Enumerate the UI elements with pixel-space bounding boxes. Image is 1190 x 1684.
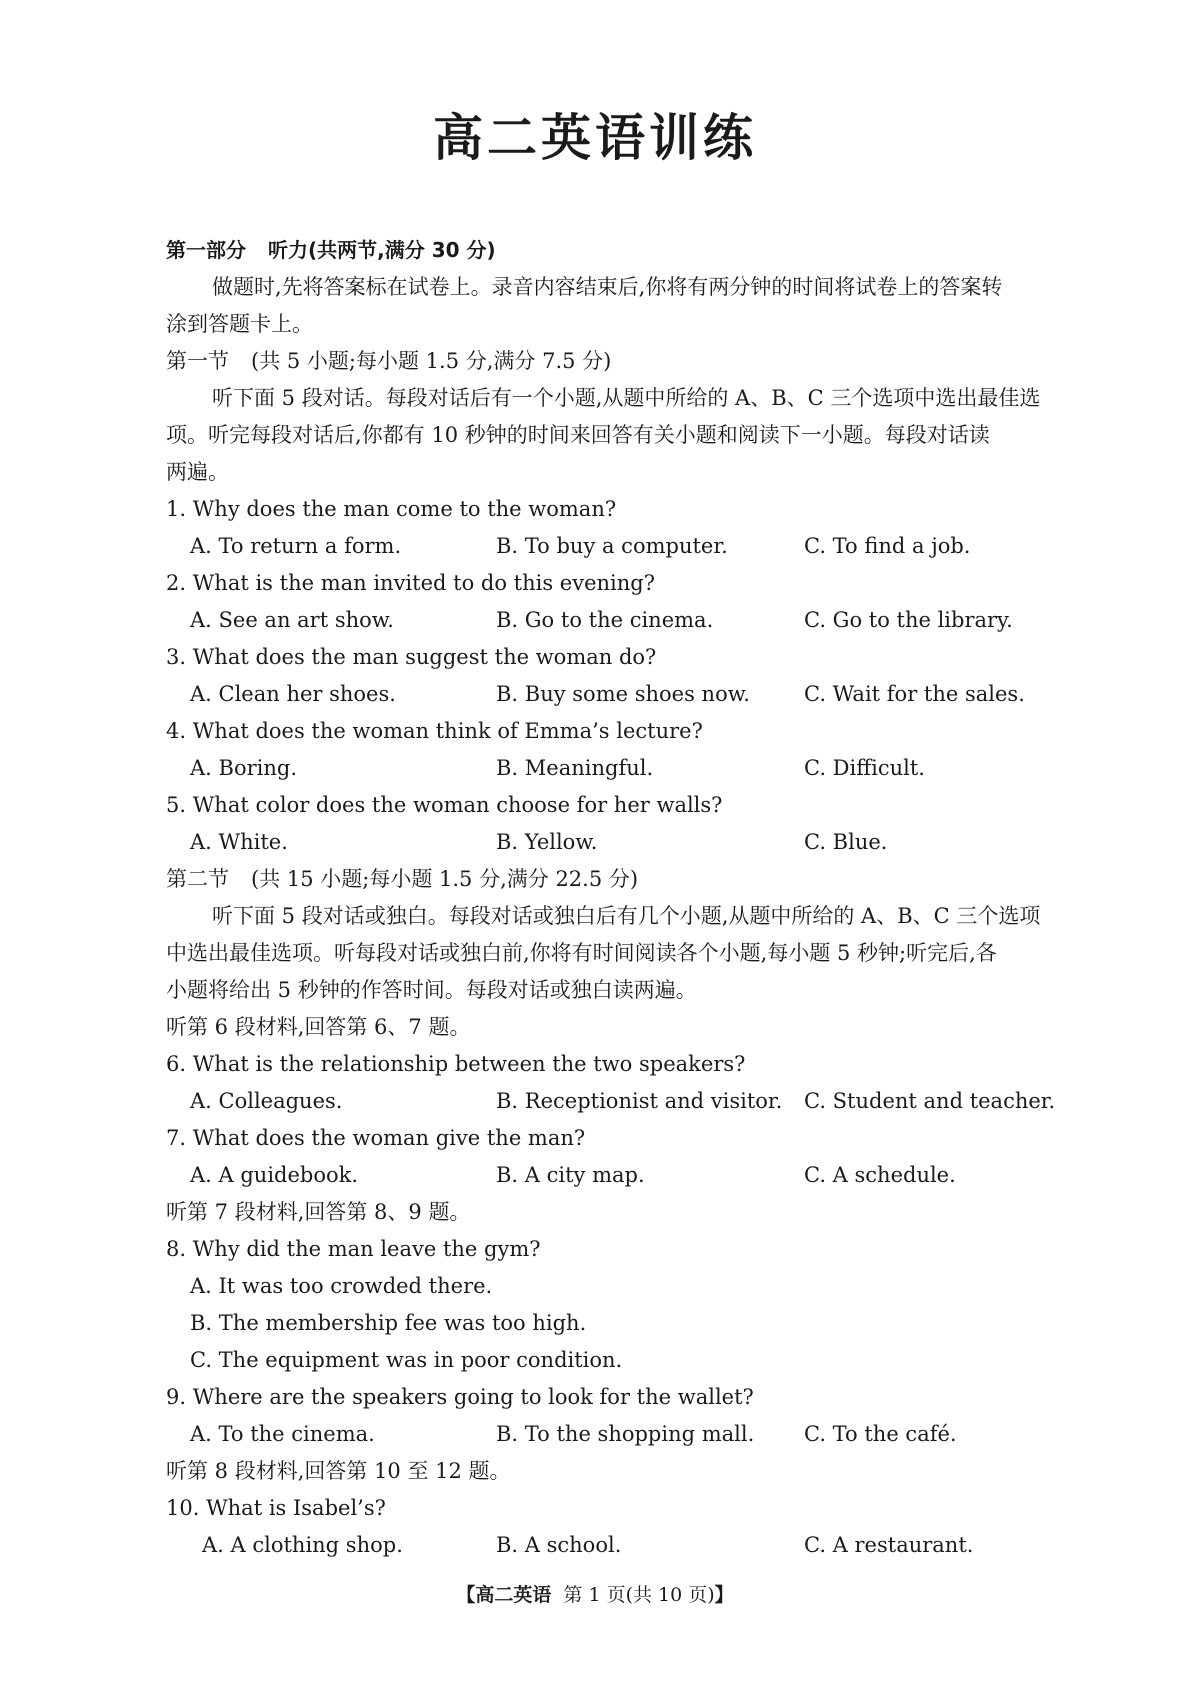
material-heading: 听第 6 段材料,回答第 6、7 题。	[166, 1015, 471, 1039]
option-c: C. Go to the library.	[804, 608, 1013, 632]
option-a: A. Clean her shoes.	[190, 682, 396, 706]
instruction-line: 小题将给出 5 秒钟的作答时间。每段对话或独白读两遍。	[166, 978, 697, 1002]
section-label: 第二节	[166, 867, 229, 891]
option-c: C. The equipment was in poor condition.	[190, 1348, 623, 1372]
option-row	[166, 676, 1086, 713]
footer-subject: 高二英语	[475, 1584, 552, 1606]
option-c: C. Difficult.	[804, 756, 925, 780]
part-title: 听力(共两节,满分 30 分)	[268, 238, 496, 262]
question-stem: 4. What does the woman think of Emma’s lecture?	[166, 719, 703, 743]
option-a: A. To the cinema.	[190, 1422, 375, 1446]
option-row	[166, 1083, 1086, 1120]
material-heading: 听第 7 段材料,回答第 8、9 题。	[166, 1200, 471, 1224]
option-c: C. To the café.	[804, 1422, 957, 1446]
option-b: B. Buy some shoes now.	[496, 682, 750, 706]
option-a: A. It was too crowded there.	[190, 1274, 493, 1298]
option-a: A. To return a form.	[190, 534, 402, 558]
option-b: B. To the shopping mall.	[496, 1422, 755, 1446]
option-row	[166, 824, 1086, 861]
question-stem: 2. What is the man invited to do this evening?	[166, 571, 655, 595]
option-a: A. See an art show.	[190, 608, 394, 632]
instruction-line: 项。听完每段对话后,你都有 10 秒钟的时间来回答有关小题和阅读下一小题。每段对话读	[166, 423, 990, 447]
instruction-line: 听下面 5 段对话。每段对话后有一个小题,从题中所给的 A、B、C 三个选项中选出最佳选	[212, 386, 1041, 410]
page-title: 高二英语训练	[433, 109, 757, 167]
exam-content	[166, 232, 1086, 1564]
option-c: C. Wait for the sales.	[804, 682, 1025, 706]
option-c: C. A restaurant.	[804, 1533, 974, 1557]
option-b: B. Meaningful.	[496, 756, 654, 780]
option-c: C. Blue.	[804, 830, 888, 854]
option-c: C. To find a job.	[804, 534, 971, 558]
question-stem: 10. What is Isabel’s?	[166, 1496, 386, 1520]
option-row	[166, 1527, 1086, 1564]
instruction-line: 中选出最佳选项。听每段对话或独白前,你将有时间阅读各个小题,每小题 5 秒钟;听完后,各	[166, 941, 997, 965]
section-scoring: (共 5 小题;每小题 1.5 分,满分 7.5 分)	[251, 349, 612, 373]
instruction-line: 涂到答题卡上。	[166, 312, 313, 336]
option-row	[166, 602, 1086, 639]
option-c: C. A schedule.	[804, 1163, 956, 1187]
question-stem: 6. What is the relationship between the two speakers?	[166, 1052, 746, 1076]
option-a: A. Colleagues.	[190, 1089, 343, 1113]
option-a: A. Boring.	[190, 756, 297, 780]
option-row	[166, 1157, 1086, 1194]
page-footer	[0, 1580, 1190, 1610]
option-a: A. White.	[190, 830, 288, 854]
option-c: C. Student and teacher.	[804, 1089, 1056, 1113]
option-a: A. A guidebook.	[190, 1163, 359, 1187]
question-stem: 8. Why did the man leave the gym?	[166, 1237, 541, 1261]
question-stem: 3. What does the man suggest the woman do?	[166, 645, 657, 669]
part-label: 第一部分	[166, 238, 246, 262]
instruction-line: 做题时,先将答案标在试卷上。录音内容结束后,你将有两分钟的时间将试卷上的答案转	[212, 275, 1003, 299]
option-row	[166, 1416, 1086, 1453]
option-row	[166, 528, 1086, 565]
footer-page-number: 第 1 页(共 10 页)	[563, 1584, 715, 1606]
option-a: A. A clothing shop.	[202, 1533, 403, 1557]
footer-bracket-close: 】	[714, 1584, 734, 1606]
option-b: B. The membership fee was too high.	[190, 1311, 587, 1335]
question-stem: 5. What color does the woman choose for her walls?	[166, 793, 723, 817]
section-label: 第一节	[166, 349, 229, 373]
question-stem: 9. Where are the speakers going to look for the wallet?	[166, 1385, 754, 1409]
part-heading	[166, 232, 1086, 269]
option-row	[166, 750, 1086, 787]
question-stem: 1. Why does the man come to the woman?	[166, 497, 617, 521]
option-b: B. A city map.	[496, 1163, 645, 1187]
section-heading	[166, 343, 1086, 380]
option-b: B. Yellow.	[496, 830, 598, 854]
section-heading	[166, 861, 1086, 898]
footer-bracket-open: 【	[456, 1584, 476, 1606]
option-b: B. Receptionist and visitor.	[496, 1089, 783, 1113]
option-b: B. A school.	[496, 1533, 622, 1557]
instruction-line: 两遍。	[166, 460, 229, 484]
option-b: B. Go to the cinema.	[496, 608, 714, 632]
option-b: B. To buy a computer.	[496, 534, 728, 558]
question-stem: 7. What does the woman give the man?	[166, 1126, 586, 1150]
instruction-line: 听下面 5 段对话或独白。每段对话或独白后有几个小题,从题中所给的 A、B、C 三个选项	[212, 904, 1041, 928]
material-heading: 听第 8 段材料,回答第 10 至 12 题。	[166, 1459, 511, 1483]
section-scoring: (共 15 小题;每小题 1.5 分,满分 22.5 分)	[251, 867, 639, 891]
